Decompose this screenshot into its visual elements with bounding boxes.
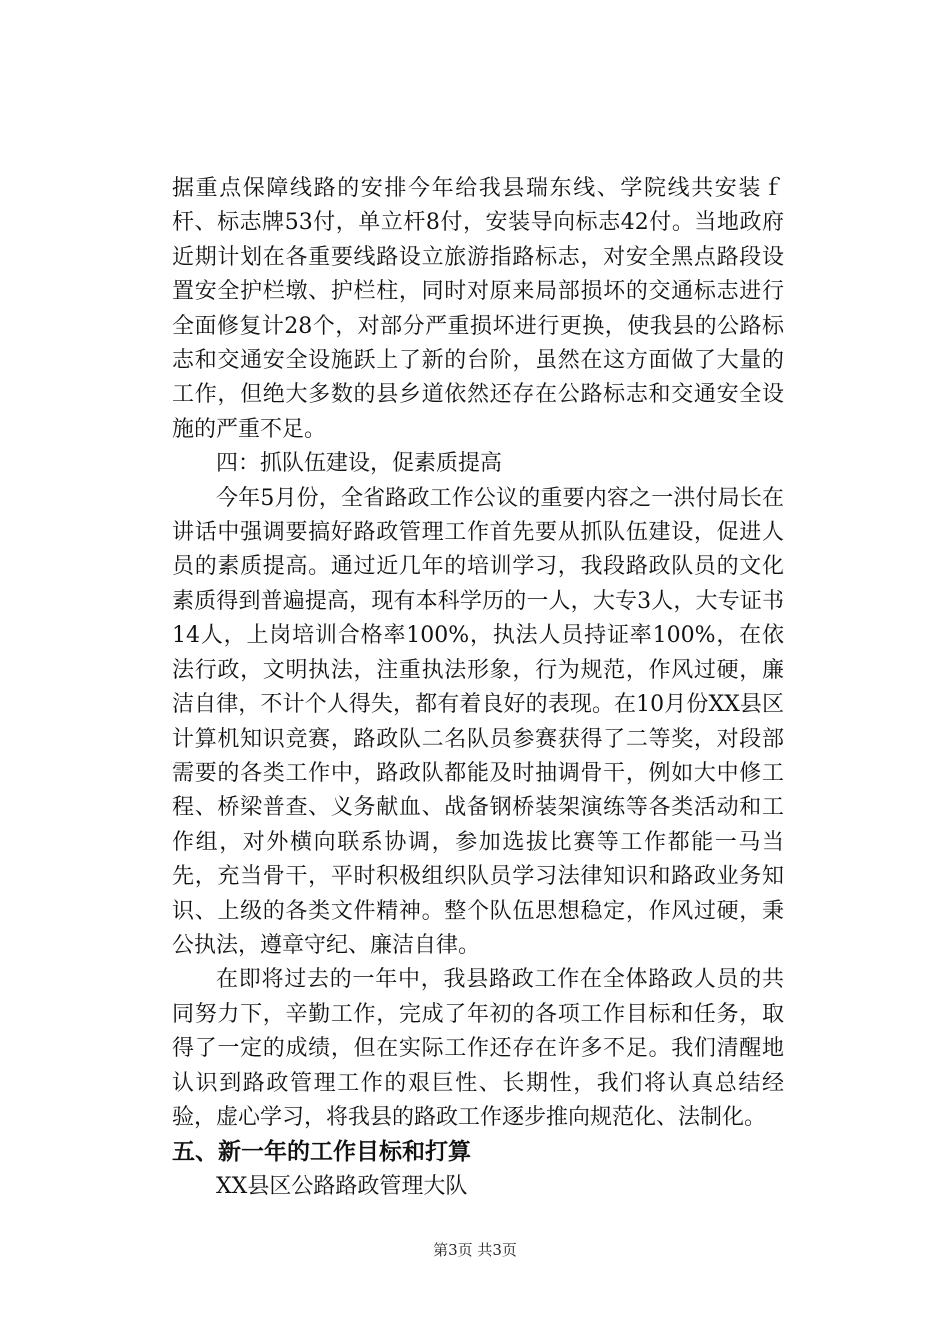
page-footer xyxy=(0,1240,950,1260)
paragraph-traffic-signs: 据重点保障线路的安排今年给我县瑞东线、学院线共安装ｆ杆、标志牌53付，单立杆8付，安装导向标志42付。当地政府近期计划在各重要线路设立旅游指路标志，对安全黑点路段设置安全护栏墩、护栏柱，同时对原来局部损坏的交通标志进行全面修复计28个，对部分严重损坏进行更换，使我县的公路标志和交通安全设施跃上了新的台阶，虽然在这方面做了大量的工作，但绝大多数的县乡道依然还存在公路标志和交通安全设施的严重不足。 xyxy=(172,176,784,442)
section-heading-team-building: 四：抓队伍建设，促素质提高 xyxy=(216,451,503,477)
page-number-label: 第3页 共3页 xyxy=(433,1241,517,1259)
signature-organization: XX县区公路路政管理大队 xyxy=(216,1173,468,1199)
paragraph-year-summary: 在即将过去的一年中，我县路政工作在全体路政人员的共同努力下，辛勤工作，完成了年初的各项工作目标和任务，取得了一定的成绩，但在实际工作还存在许多不足。我们清醒地认识到路政管理工作的艰巨性、长期性，我们将认真总结经验，虚心学习，将我县的路政工作逐步推向规范化、法制化。 xyxy=(172,967,784,1130)
paragraph-team-quality: 今年5月份，全省路政工作公议的重要内容之一洪付局长在讲话中强调要搞好路政管理工作首先要从抓队伍建设，促进人员的素质提高。通过近几年的培训学习，我段路政队员的文化素质得到普遍提高，现有本科学历的一人，大专3人，大专证书14人，上岗培训合格率100%，执法人员持证率100%，在依法行政，文明执法，注重执法形象，行为规范，作风过硬，廉洁自律，不计个人得失，都有着良好的表现。在10月份XX县区计算机知识竞赛，路政队二名队员参赛获得了二等奖，对段部需要的各类工作中，路政队都能及时抽调骨干，例如大中修工程、桥梁普查、义务献血、战备钢桥装架演练等各类活动和工作组，对外横向联系协调，参加选拔比赛等工作都能一马当先，充当骨干，平时积极组织队员学习法律知识和路政业务知识、上级的各类文件精神。整个队伍思想稳定，作风过硬，秉公执法，遵章守纪、廉洁自律。 xyxy=(172,485,784,958)
document-body xyxy=(172,172,784,1204)
section-heading-new-year-goals: 五、新一年的工作目标和打算 xyxy=(172,1139,471,1166)
